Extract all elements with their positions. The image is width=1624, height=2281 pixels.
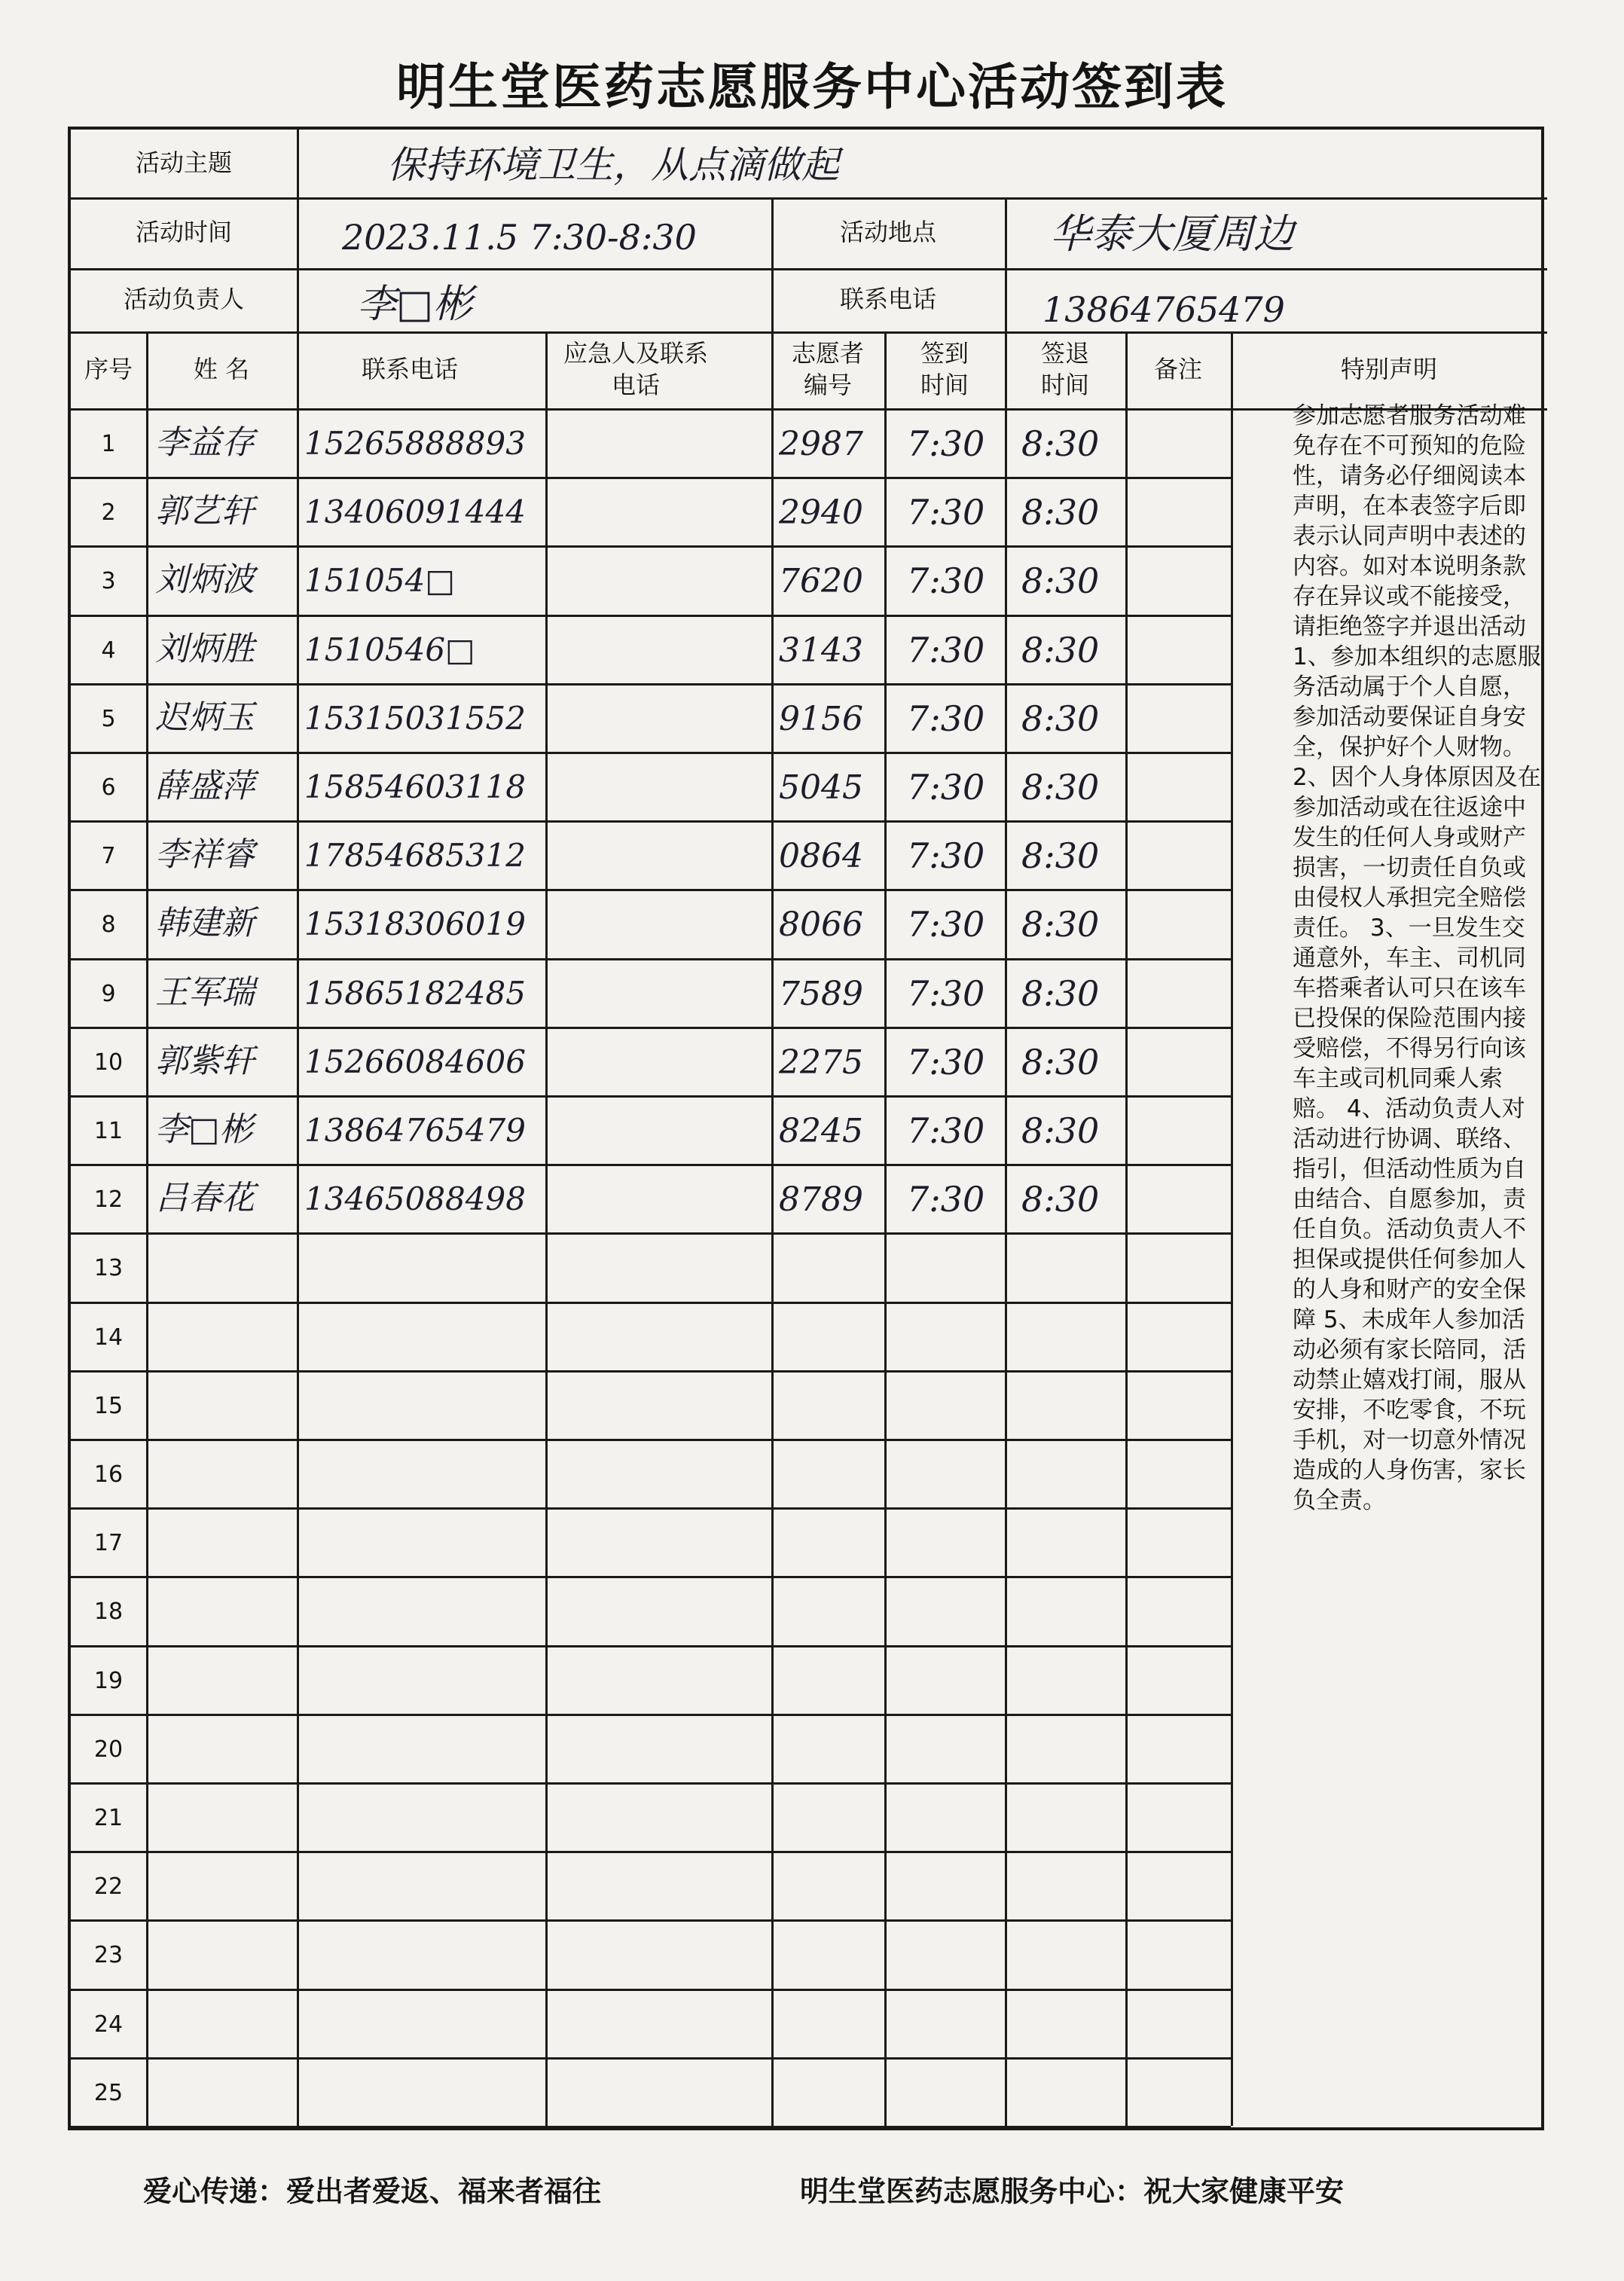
row-number: 18 <box>93 1599 124 1626</box>
row-number: 16 <box>93 1461 124 1488</box>
row-number: 19 <box>93 1667 124 1694</box>
col-sign-in-header: 签到时间 <box>920 339 969 399</box>
value-topic: 保持环境卫生，从点滴做起 <box>387 143 839 187</box>
row-number: 1 <box>101 431 116 457</box>
row-name: 李祥睿 <box>155 835 255 875</box>
row-sign-out: 8:30 <box>1021 1179 1100 1220</box>
footer-right: 明生堂医药志愿服务中心：祝大家健康平安 <box>800 2175 1345 2208</box>
row-sign-in: 7:30 <box>907 767 985 808</box>
row-sign-in: 7:30 <box>907 629 985 670</box>
value-time: 2023.11.5 7:30-8:30 <box>342 217 697 258</box>
col-no-header: 序号 <box>84 355 133 384</box>
col-phone-header: 联系电话 <box>361 355 458 384</box>
row-name: 薛盛萍 <box>155 767 255 805</box>
row-sign-in: 7:30 <box>907 1179 985 1220</box>
row-phone: 151054□ <box>304 562 456 600</box>
row-number: 15 <box>93 1392 124 1419</box>
row-sign-in: 7:30 <box>907 835 985 877</box>
row-sign-out: 8:30 <box>1021 767 1100 808</box>
row-sign-out: 8:30 <box>1021 560 1100 602</box>
col-declaration-header: 特别声明 <box>1340 355 1437 384</box>
row-number: 13 <box>93 1255 124 1282</box>
declaration-text: 参加志愿者服务活动难免存在不可预知的危险性，请务必仔细阅读本声明，在本表签字后即表示认同声明中表述的内容。如对本说明条款存在异议或不能接受，请拒绝签字并退出活动 1、参加本组织的志愿服务活动属于个人自愿，参加活动要保证自身安全，保护好个人财物。 2、因个人身体原因及在参加活动或在往返途中发生的任何人身或财产损害，一切责任自负或由侵权人承担完全赔偿责任。 3、一旦发生交通意外，车主、司机同车搭乘者认可只在该车已投保的保险范围内接受赔偿，不得另行向该车主或司机同乘人索赔。 4、活动负责人对活动进行协调、联络、指引，但活动性质为自由结合、自愿参加，责任自负。活动负责人不担保或提供任何参加人的人身和财产的安全保障 5、未成年人参加活动必须有家长陪同，活动禁止嬉戏打闹，服从安排，不吃零食，不玩手机，对一切意外情况造成的人身伤害，家长负全责。 <box>1293 402 1541 1514</box>
row-sign-in: 7:30 <box>907 904 985 945</box>
row-sign-in: 7:30 <box>907 1110 985 1151</box>
row-sign-out: 8:30 <box>1021 423 1100 464</box>
row-volunteer-id: 8066 <box>779 905 863 945</box>
row-number: 4 <box>101 637 116 664</box>
row-phone: 15854603118 <box>304 768 526 805</box>
row-phone: 17854685312 <box>304 837 526 875</box>
row-volunteer-id: 0864 <box>779 837 863 876</box>
row-volunteer-id: 2940 <box>779 493 863 533</box>
col-emergency-header: 应急人及联系电话 <box>563 339 708 399</box>
row-number: 3 <box>101 568 116 595</box>
row-number: 9 <box>101 980 116 1007</box>
row-name: 王军瑞 <box>155 973 255 1012</box>
value-location: 华泰大厦周边 <box>1050 210 1294 258</box>
row-phone: 1510546□ <box>304 631 475 668</box>
row-number: 12 <box>93 1186 124 1214</box>
row-volunteer-id: 5045 <box>779 768 863 807</box>
row-phone: 13864765479 <box>304 1112 526 1149</box>
row-name: 李益存 <box>155 423 255 462</box>
row-volunteer-id: 2275 <box>779 1043 863 1082</box>
col-volunteer-id-header: 志愿者编号 <box>791 339 864 399</box>
row-sign-out: 8:30 <box>1021 698 1100 739</box>
row-number: 23 <box>93 1942 124 1969</box>
row-number: 24 <box>93 2011 124 2038</box>
row-sign-in: 7:30 <box>907 973 985 1014</box>
row-sign-out: 8:30 <box>1021 492 1100 533</box>
row-name: 郭紫轩 <box>155 1041 255 1080</box>
row-name: 迟炳玉 <box>155 698 255 737</box>
row-number: 20 <box>93 1736 124 1763</box>
row-name: 李□彬 <box>155 1110 253 1149</box>
row-number: 8 <box>101 911 116 939</box>
row-name: 韩建新 <box>155 904 255 943</box>
row-name: 吕春花 <box>155 1179 255 1218</box>
row-name: 刘炳胜 <box>155 629 255 668</box>
row-sign-out: 8:30 <box>1021 1041 1100 1082</box>
row-phone: 15266084606 <box>304 1043 526 1080</box>
col-name-header: 姓 名 <box>193 355 250 384</box>
row-number: 14 <box>93 1324 124 1351</box>
row-number: 11 <box>93 1118 124 1144</box>
row-volunteer-id: 7620 <box>779 562 863 601</box>
col-sign-out-header: 签退时间 <box>1040 339 1089 399</box>
row-sign-in: 7:30 <box>907 698 985 739</box>
row-number: 6 <box>101 774 116 801</box>
row-phone: 15265888893 <box>304 425 526 462</box>
row-number: 22 <box>93 1873 124 1901</box>
row-sign-out: 8:30 <box>1021 1110 1100 1151</box>
row-sign-in: 7:30 <box>907 1041 985 1082</box>
row-number: 2 <box>101 499 116 527</box>
row-phone: 15318306019 <box>304 905 526 943</box>
row-volunteer-id: 2987 <box>779 425 863 463</box>
label-leader: 活动负责人 <box>123 285 244 314</box>
row-number: 25 <box>93 2079 124 2106</box>
row-number: 17 <box>93 1530 124 1557</box>
label-phone: 联系电话 <box>839 285 936 314</box>
label-location: 活动地点 <box>839 218 936 247</box>
value-leader: 李□彬 <box>357 282 473 327</box>
row-phone: 15315031552 <box>304 699 526 737</box>
row-number: 10 <box>93 1049 124 1076</box>
row-phone: 13406091444 <box>304 493 526 531</box>
row-sign-in: 7:30 <box>907 492 985 533</box>
row-sign-in: 7:30 <box>907 423 985 464</box>
row-volunteer-id: 8245 <box>779 1112 863 1150</box>
label-time: 活动时间 <box>135 218 232 247</box>
row-phone: 15865182485 <box>304 974 526 1012</box>
row-sign-in: 7:30 <box>907 560 985 602</box>
value-phone: 13864765479 <box>1042 289 1285 330</box>
row-volunteer-id: 9156 <box>779 699 863 738</box>
row-number: 7 <box>101 843 116 870</box>
col-remark-header: 备注 <box>1153 355 1202 384</box>
row-volunteer-id: 7589 <box>779 974 863 1013</box>
row-sign-out: 8:30 <box>1021 973 1100 1014</box>
page-title: 明生堂医药志愿服务中心活动签到表 <box>396 58 1228 116</box>
row-sign-out: 8:30 <box>1021 835 1100 877</box>
row-volunteer-id: 3143 <box>779 631 863 670</box>
row-sign-out: 8:30 <box>1021 629 1100 670</box>
footer-left: 爱心传递：爱出者爱返、福来者福往 <box>143 2175 602 2208</box>
row-volunteer-id: 8789 <box>779 1180 863 1220</box>
row-name: 刘炳波 <box>155 560 255 600</box>
row-name: 郭艺轩 <box>155 492 255 531</box>
row-number: 21 <box>93 1805 124 1831</box>
sign-in-sheet <box>68 127 1544 2130</box>
label-topic: 活动主题 <box>135 148 232 178</box>
row-number: 5 <box>101 705 116 732</box>
row-phone: 13465088498 <box>304 1180 526 1218</box>
row-sign-out: 8:30 <box>1021 904 1100 945</box>
